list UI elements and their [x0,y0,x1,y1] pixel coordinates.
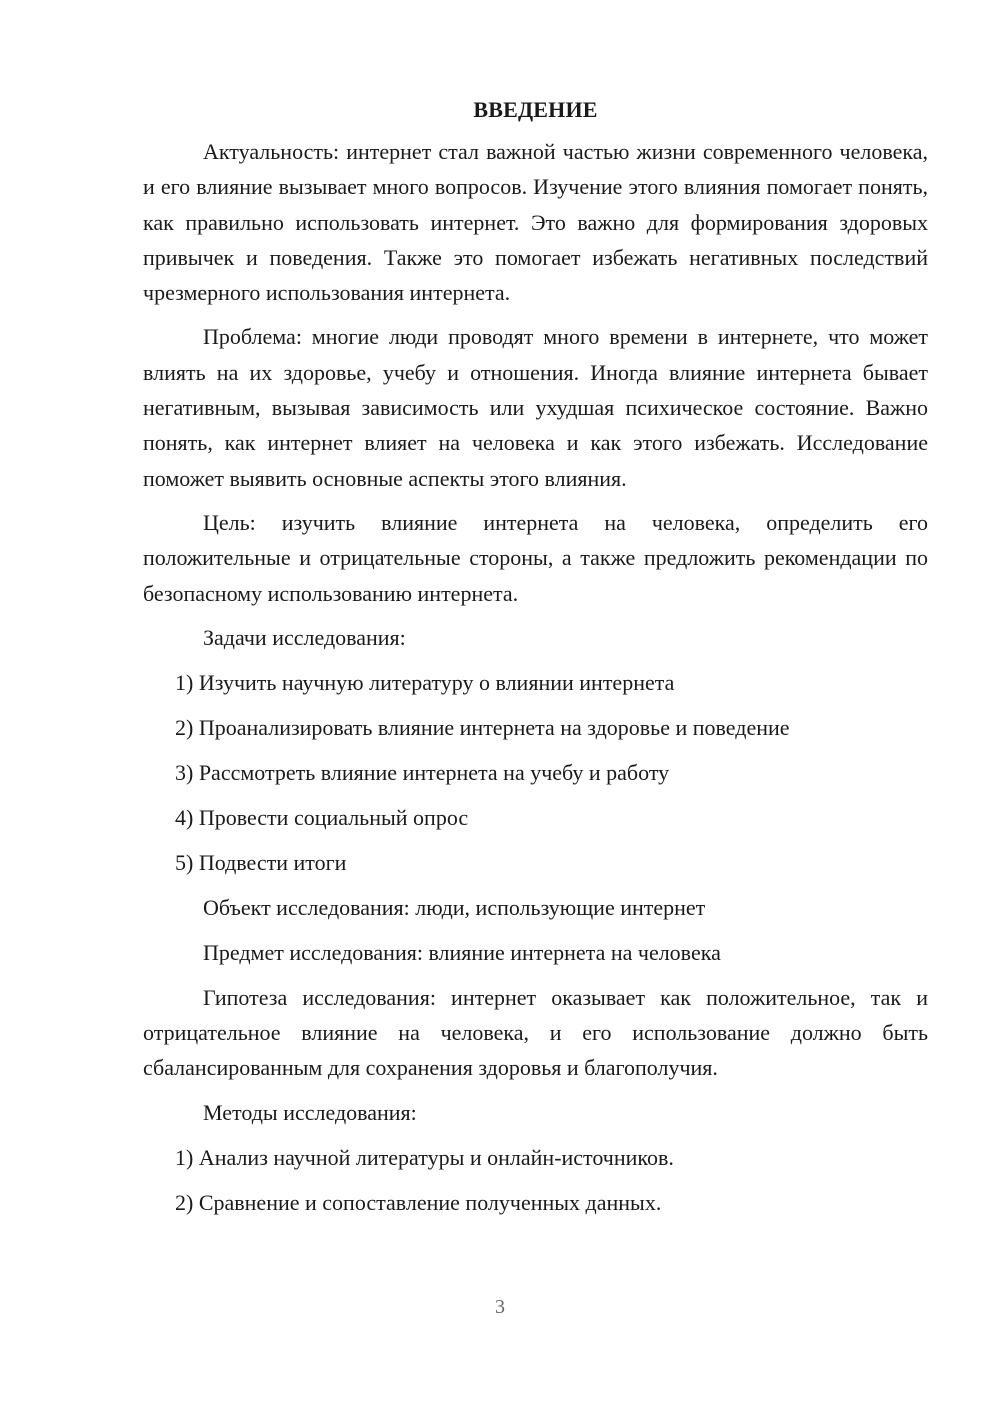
goal-paragraph: Цель: изучить влияние интернета на человека, определить его положительные и отрицательные стороны, а также предложить рекомендации по безопасному использованию интернета. [143,509,928,606]
list-item: 5) Подвести итоги [175,849,347,875]
tasks-list [143,665,928,880]
page-title: ВВЕДЕНИЕ [473,97,598,122]
document-page [143,92,928,1230]
list-item: 2) Проанализировать влияние интернета на здоровье и поведение [175,714,790,740]
list-item: 1) Изучить научную литературу о влиянии интернета [175,669,675,695]
page-number: 3 [495,1296,505,1318]
methods-heading: Методы исследования: [203,1099,417,1125]
list-item: 4) Провести социальный опрос [175,804,469,830]
methods-list [143,1140,928,1220]
problem-paragraph: Проблема: многие люди проводят много времени в интернете, что может влиять на их здоровье, учебу и отношения. Иногда влияние интернета бывает негативным, вызывая зависимость или ухудшая психическое состояние. Важно понять, как интернет влияет на человека и как этого избежать. Исследование поможет выявить основные аспекты этого влияния. [143,324,928,491]
relevance-paragraph: Актуальность: интернет стал важной частью жизни современного человека, и его влияние вызывает много вопросов. Изучение этого влияния помогает понять, как правильно использовать интернет. Это важно для формирования здоровых привычек и поведения. Также это помогает избежать негативных последствий чрезмерного использования интернета. [143,139,928,306]
hypothesis-paragraph: Гипотеза исследования: интернет оказывает как положительное, так и отрицательное влияние на человека, и его использование должно быть сбалансированным для сохранения здоровья и благополучия. [143,984,928,1081]
subject-line: Предмет исследования: влияние интернета на человека [203,939,721,965]
list-item: 2) Сравнение и сопоставление полученных данных. [175,1189,662,1215]
list-item: 3) Рассмотреть влияние интернета на учебу и работу [175,759,670,785]
tasks-heading: Задачи исследования: [203,624,406,650]
object-line: Объект исследования: люди, использующие интернет [203,894,706,920]
list-item: 1) Анализ научной литературы и онлайн-источников. [175,1144,674,1170]
